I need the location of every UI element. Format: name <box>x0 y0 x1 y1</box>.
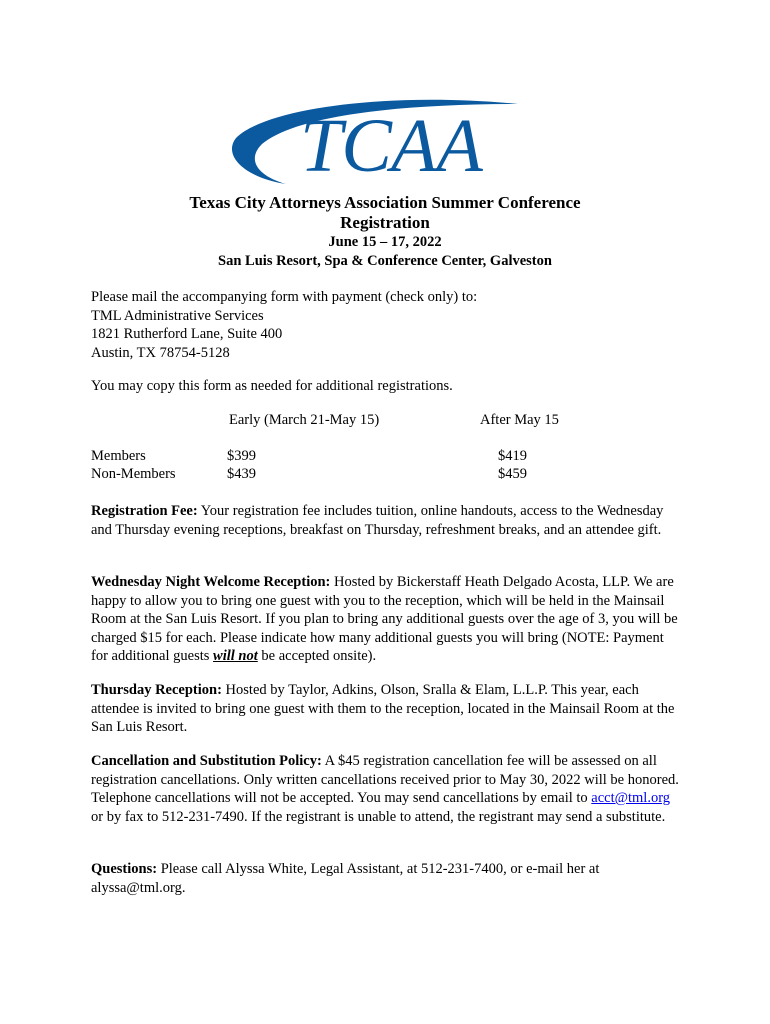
fee-row-label: Non-Members <box>91 466 176 482</box>
section-text: Please call Alyssa White, Legal Assistant, at 512-231-7400, or e-mail her at alyssa@tml.org. <box>91 861 600 896</box>
section-heading: Wednesday Night Welcome Reception: <box>91 574 331 590</box>
section-text: be accepted onsite). <box>257 648 377 664</box>
page-subtitle: Registration <box>340 213 430 232</box>
section-text: Your registration fee includes tuition, online handouts, access to the Wednesday and Thursday evening receptions, breakfast on Thursday, refreshment breaks, and an attendee gift. <box>91 503 664 538</box>
wednesday-reception-section <box>91 573 683 666</box>
section-heading: Questions: <box>91 861 158 877</box>
section-text: Hosted by Bickerstaff Heath Delgado Acosta, LLP. We are happy to allow you to bring one guest with you to the reception, which will be held in the Mainsail Room at the San Luis Resort. If you plan to bring any additional guests over the age of 3, you will be charged $15 for each. Please indicate how many additional guests you will bring (NOTE: Payment for additional guests <box>91 574 678 664</box>
section-text: or by fax to 512-231-7490. If the registrant is unable to attend, the registrant may send a substitute. <box>91 808 666 825</box>
fee-header-early: Early (March 21-May 15) <box>229 412 380 428</box>
cancellation-email-link[interactable]: acct@tml.org <box>591 790 671 806</box>
emphasis-text: will not <box>213 648 258 664</box>
event-venue: San Luis Resort, Spa & Conference Center, Galveston <box>218 253 552 269</box>
tcaa-logo: TCAA <box>300 104 482 188</box>
fee-header-late: After May 15 <box>480 412 559 428</box>
section-heading: Thursday Reception: <box>91 682 222 698</box>
mailing-address <box>91 288 691 362</box>
fee-row-late: $419 <box>498 448 527 464</box>
section-heading: Registration Fee: <box>91 503 198 519</box>
registration-fee-section <box>91 502 683 539</box>
questions-section <box>91 860 683 897</box>
page-title: Texas City Attorneys Association Summer Conference <box>189 193 581 212</box>
fee-row-late: $459 <box>498 466 527 482</box>
event-dates: June 15 – 17, 2022 <box>328 234 442 250</box>
copy-note: You may copy this form as needed for additional registrations. <box>91 378 453 394</box>
mail-intro: Please mail the accompanying form with payment (check only) to: <box>91 289 478 305</box>
fee-row-label: Members <box>91 448 146 464</box>
mail-line-3: Austin, TX 78754-5128 <box>91 344 230 361</box>
fee-row-early: $439 <box>227 466 256 482</box>
mail-line-2: 1821 Rutherford Lane, Suite 400 <box>91 326 283 342</box>
section-heading: Cancellation and Substitution Policy: <box>91 753 322 769</box>
cancellation-policy-section <box>91 752 683 826</box>
section-text: A $45 registration cancellation fee will be assessed on all registration cancellations. Only written cancellations received prior to May 30, 2022 will be honored. Telephone cancellations will not be accepted. You may send cancellations by email to <box>91 753 679 806</box>
thursday-reception-section <box>91 681 683 737</box>
fee-row-early: $399 <box>227 448 256 464</box>
section-text: Hosted by Taylor, Adkins, Olson, Sralla & Elam, L.L.P. This year, each attendee is invited to bring one guest with them to the reception, located in the Mainsail Room at the San Luis Resort. <box>91 682 675 735</box>
mail-line-1: TML Administrative Services <box>91 307 264 324</box>
